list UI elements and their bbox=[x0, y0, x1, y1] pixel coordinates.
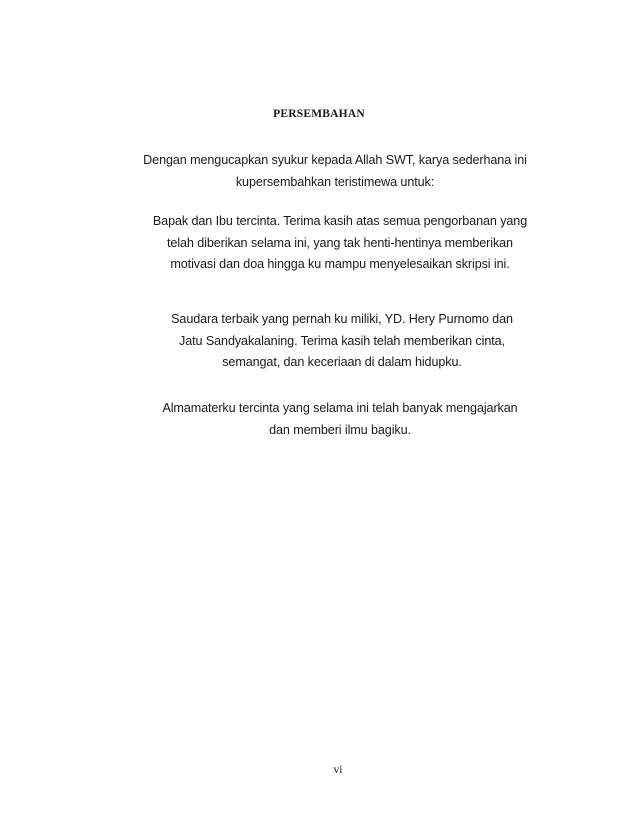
dedication-line: telah diberikan selama ini, yang tak henti-hentinya memberikan bbox=[167, 235, 513, 250]
dedication-almamater bbox=[3, 398, 638, 441]
dedication-line: Almamaterku tercinta yang selama ini telah banyak mengajarkan bbox=[162, 401, 518, 415]
dedication-line: Bapak dan Ibu tercinta. Terima kasih atas semua pengorbanan yang bbox=[152, 214, 528, 228]
dedication-siblings bbox=[5, 309, 638, 374]
dedication-line: semangat, dan keceriaan di dalam hidupku. bbox=[222, 355, 462, 369]
page-title: PERSEMBAHAN bbox=[273, 108, 365, 120]
dedication-line: Saudara terbaik yang pernah ku miliki, YD. Hery Purnomo dan bbox=[171, 312, 513, 326]
intro-line: Dengan mengucapkan syukur kepada Allah SWT, karya sederhana ini bbox=[143, 153, 527, 167]
dedication-line: dan memberi ilmu bagiku. bbox=[269, 422, 411, 437]
dedication-line: Jatu Sandyakalaning. Terima kasih telah memberikan cinta, bbox=[179, 333, 505, 348]
dedication-line: motivasi dan doa hingga ku mampu menyelesaikan skripsi ini. bbox=[170, 257, 510, 271]
page-number: vi bbox=[333, 764, 343, 776]
intro-paragraph bbox=[0, 150, 638, 193]
intro-line: kupersembahkan teristimewa untuk: bbox=[235, 174, 435, 189]
dedication-parents bbox=[3, 211, 638, 276]
